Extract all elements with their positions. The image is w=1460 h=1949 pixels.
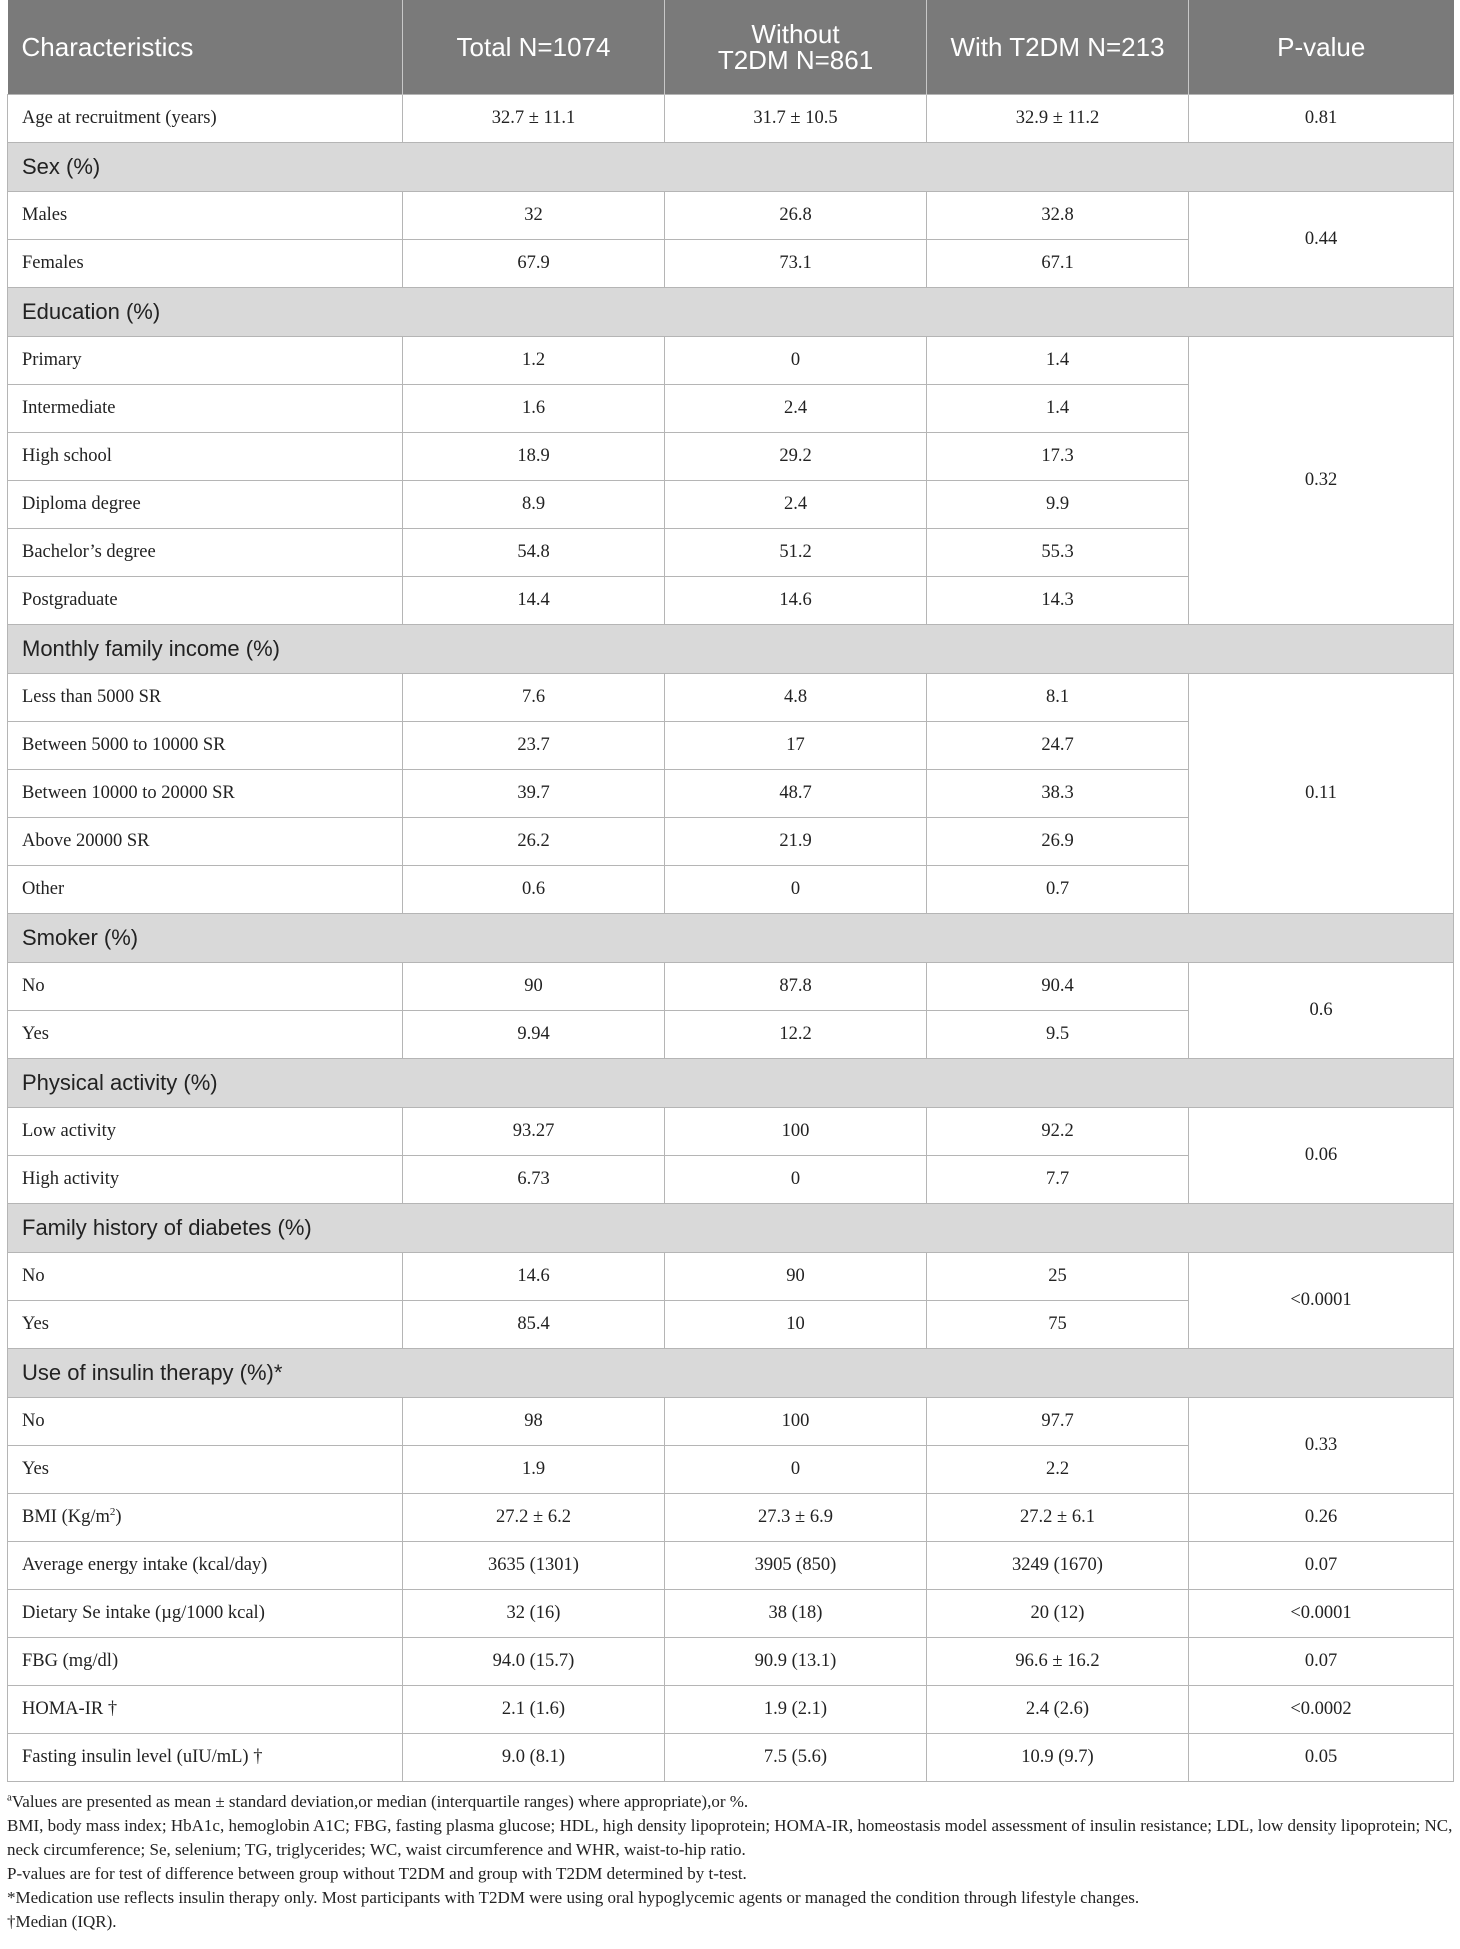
cell-without-t2dm: 27.3 ± 6.9: [665, 1494, 927, 1542]
row-label: No: [8, 1398, 403, 1446]
cell-with-t2dm: 9.5: [927, 1011, 1189, 1059]
cell-without-t2dm: 10: [665, 1301, 927, 1349]
row-label: High activity: [8, 1156, 403, 1204]
footnote-values: $^a$Values are presented as mean ± standard deviation,or median (interquartile ranges) where appropriate),or %.: [7, 1791, 749, 1811]
cell-total: 0.6: [403, 866, 665, 914]
row-label: Fasting insulin level (uIU/mL) †: [8, 1734, 403, 1782]
cell-p-value: 0.05: [1189, 1734, 1454, 1782]
row-label: BMI $(Kg/m^2)$: [8, 1494, 403, 1542]
cell-without-t2dm: 14.6: [665, 577, 927, 625]
row-label: Less than 5000 SR: [8, 674, 403, 722]
table-row: [8, 337, 1454, 385]
row-label: Intermediate: [8, 385, 403, 433]
cell-without-t2dm: 0: [665, 866, 927, 914]
cell-without-t2dm: 7.5 (5.6): [665, 1734, 927, 1782]
row-label-superscript: 2: [109, 1505, 116, 1518]
row-label: High school: [8, 433, 403, 481]
table-footnotes: [7, 1790, 1453, 1934]
cell-with-t2dm: 2.4 (2.6): [927, 1686, 1189, 1734]
table-row: [8, 1686, 1454, 1734]
cell-with-t2dm: 55.3: [927, 529, 1189, 577]
cell-total: 27.2 ± 6.2: [403, 1494, 665, 1542]
cell-with-t2dm: 32.8: [927, 192, 1189, 240]
cell-with-t2dm: 92.2: [927, 1108, 1189, 1156]
table-row: [8, 1494, 1454, 1542]
cell-with-t2dm: 10.9 (9.7): [927, 1734, 1189, 1782]
cell-p-value: 0.81: [1189, 95, 1454, 143]
cell-with-t2dm: 90.4: [927, 963, 1189, 1011]
row-label: Age at recruitment (years): [8, 95, 403, 143]
header-with-t2dm: With T2DM N=213: [927, 0, 1189, 95]
cell-p-value: 0.11: [1189, 674, 1454, 914]
cell-with-t2dm: 26.9: [927, 818, 1189, 866]
cell-with-t2dm: 2.2: [927, 1446, 1189, 1494]
cell-p-value: 0.26: [1189, 1494, 1454, 1542]
cell-with-t2dm: 8.1: [927, 674, 1189, 722]
cell-with-t2dm: 1.4: [927, 385, 1189, 433]
table-row: [8, 1398, 1454, 1446]
cell-without-t2dm: 87.8: [665, 963, 927, 1011]
cell-with-t2dm: 17.3: [927, 433, 1189, 481]
row-label: Above 20000 SR: [8, 818, 403, 866]
cell-without-t2dm: 100: [665, 1398, 927, 1446]
cell-total: 39.7: [403, 770, 665, 818]
row-label: No: [8, 1253, 403, 1301]
cell-total: 14.4: [403, 577, 665, 625]
cell-with-t2dm: 25: [927, 1253, 1189, 1301]
table-row: [8, 674, 1454, 722]
cell-p-value: 0.07: [1189, 1542, 1454, 1590]
row-label: Between 10000 to 20000 SR: [8, 770, 403, 818]
cell-total: 67.9: [403, 240, 665, 288]
cell-with-t2dm: 67.1: [927, 240, 1189, 288]
cell-total: 98: [403, 1398, 665, 1446]
cell-total: 1.9: [403, 1446, 665, 1494]
cell-without-t2dm: 29.2: [665, 433, 927, 481]
row-label: Primary: [8, 337, 403, 385]
cell-total: 93.27: [403, 1108, 665, 1156]
cell-without-t2dm: 90: [665, 1253, 927, 1301]
row-label: Bachelor’s degree: [8, 529, 403, 577]
cell-total: 32: [403, 192, 665, 240]
header-total: Total N=1074: [403, 0, 665, 95]
section-row: [8, 914, 1454, 963]
cell-without-t2dm: 0: [665, 337, 927, 385]
cell-without-t2dm: 73.1: [665, 240, 927, 288]
section-row: [8, 288, 1454, 337]
cell-with-t2dm: 9.9: [927, 481, 1189, 529]
cell-total: 2.1 (1.6): [403, 1686, 665, 1734]
row-label: Yes: [8, 1446, 403, 1494]
footnote-abbreviations: BMI, body mass index; HbA1c, hemoglobin A1C; FBG, fasting plasma glucose; HDL, high density lipoprotein; HOMA-IR, homeostasis model assessment of insulin resistance; LDL, low density lipoprotein; NC, neck circumference; Se, selenium; TG, triglycerides; WC, waist circumference and WHR, waist-to-hip ratio.: [7, 1816, 1453, 1859]
cell-p-value: <0.0001: [1189, 1590, 1454, 1638]
cell-without-t2dm: 2.4: [665, 385, 927, 433]
cell-total: 6.73: [403, 1156, 665, 1204]
footnote-pvalues: P-values are for test of difference between group without T2DM and group with T2DM determined by t-test.: [7, 1864, 747, 1883]
cell-total: 32.7 ± 11.1: [403, 95, 665, 143]
cell-total: 26.2: [403, 818, 665, 866]
cell-p-value: 0.33: [1189, 1398, 1454, 1494]
row-label: Diploma degree: [8, 481, 403, 529]
cell-total: 7.6: [403, 674, 665, 722]
cell-without-t2dm: 90.9 (13.1): [665, 1638, 927, 1686]
table-row: [8, 1590, 1454, 1638]
header-without-t2dm-line: Without: [751, 19, 840, 49]
cell-total: 1.2: [403, 337, 665, 385]
row-label: No: [8, 963, 403, 1011]
cell-total: 9.0 (8.1): [403, 1734, 665, 1782]
cell-total: 90: [403, 963, 665, 1011]
table-row: [8, 192, 1454, 240]
cell-total: 18.9: [403, 433, 665, 481]
table-body: [8, 95, 1454, 1782]
cell-with-t2dm: 27.2 ± 6.1: [927, 1494, 1189, 1542]
cell-with-t2dm: 14.3: [927, 577, 1189, 625]
row-label: Females: [8, 240, 403, 288]
footnote-median: †Median (IQR).: [7, 1912, 117, 1931]
table-row: [8, 1734, 1454, 1782]
header-without-t2dm-line: T2DM N=861: [717, 45, 874, 75]
cell-with-t2dm: 97.7: [927, 1398, 1189, 1446]
row-label: Yes: [8, 1011, 403, 1059]
cell-total: 3635 (1301): [403, 1542, 665, 1590]
cell-without-t2dm: 2.4: [665, 481, 927, 529]
row-label: Between 5000 to 10000 SR: [8, 722, 403, 770]
cell-total: 1.6: [403, 385, 665, 433]
section-row: [8, 1059, 1454, 1108]
cell-total: 54.8: [403, 529, 665, 577]
section-heading: Family history of diabetes (%): [8, 1204, 1454, 1253]
cell-p-value: <0.0001: [1189, 1253, 1454, 1349]
cell-total: 32 (16): [403, 1590, 665, 1638]
section-heading: Physical activity (%): [8, 1059, 1454, 1108]
row-label: Average energy intake (kcal/day): [8, 1542, 403, 1590]
table-row: [8, 1108, 1454, 1156]
table-row: [8, 95, 1454, 143]
section-heading: Use of insulin therapy (%)*: [8, 1349, 1454, 1398]
row-label: Males: [8, 192, 403, 240]
cell-p-value: 0.6: [1189, 963, 1454, 1059]
cell-without-t2dm: 3905 (850): [665, 1542, 927, 1590]
row-label: Dietary Se intake (µg/1000 kcal): [8, 1590, 403, 1638]
section-row: [8, 143, 1454, 192]
cell-p-value: 0.44: [1189, 192, 1454, 288]
cell-with-t2dm: 75: [927, 1301, 1189, 1349]
cell-with-t2dm: 0.7: [927, 866, 1189, 914]
cell-without-t2dm: 21.9: [665, 818, 927, 866]
header-without-t2dm: [665, 0, 927, 95]
table-row: [8, 1542, 1454, 1590]
cell-without-t2dm: 100: [665, 1108, 927, 1156]
table-container: [7, 0, 1453, 1934]
section-heading: Sex (%): [8, 143, 1454, 192]
cell-without-t2dm: 26.8: [665, 192, 927, 240]
cell-without-t2dm: 48.7: [665, 770, 927, 818]
cell-with-t2dm: 3249 (1670): [927, 1542, 1189, 1590]
row-label: Yes: [8, 1301, 403, 1349]
cell-with-t2dm: 96.6 ± 16.2: [927, 1638, 1189, 1686]
cell-total: 85.4: [403, 1301, 665, 1349]
cell-with-t2dm: 1.4: [927, 337, 1189, 385]
cell-total: 9.94: [403, 1011, 665, 1059]
cell-total: 23.7: [403, 722, 665, 770]
cell-total: 14.6: [403, 1253, 665, 1301]
cell-without-t2dm: 1.9 (2.1): [665, 1686, 927, 1734]
footnote-a-mark: a: [7, 1791, 12, 1804]
section-row: [8, 1204, 1454, 1253]
row-label: Postgraduate: [8, 577, 403, 625]
cell-with-t2dm: 20 (12): [927, 1590, 1189, 1638]
row-label: HOMA-IR †: [8, 1686, 403, 1734]
cell-without-t2dm: 31.7 ± 10.5: [665, 95, 927, 143]
cell-without-t2dm: 0: [665, 1446, 927, 1494]
table-row: [8, 1638, 1454, 1686]
section-heading: Smoker (%): [8, 914, 1454, 963]
cell-p-value: 0.32: [1189, 337, 1454, 625]
footnote-medication: *Medication use reflects insulin therapy only. Most participants with T2DM were using oral hypoglycemic agents or managed the condition through lifestyle changes.: [7, 1888, 1140, 1907]
header-p-value: P-value: [1189, 0, 1454, 95]
cell-with-t2dm: 24.7: [927, 722, 1189, 770]
cell-p-value: 0.07: [1189, 1638, 1454, 1686]
cell-without-t2dm: 51.2: [665, 529, 927, 577]
section-row: [8, 1349, 1454, 1398]
cell-with-t2dm: 7.7: [927, 1156, 1189, 1204]
section-heading: Monthly family income (%): [8, 625, 1454, 674]
cell-without-t2dm: 38 (18): [665, 1590, 927, 1638]
cell-without-t2dm: 0: [665, 1156, 927, 1204]
cell-p-value: <0.0002: [1189, 1686, 1454, 1734]
cell-with-t2dm: 38.3: [927, 770, 1189, 818]
table-row: [8, 963, 1454, 1011]
table-row: [8, 1253, 1454, 1301]
cell-without-t2dm: 4.8: [665, 674, 927, 722]
section-row: [8, 625, 1454, 674]
row-label: Other: [8, 866, 403, 914]
cell-without-t2dm: 12.2: [665, 1011, 927, 1059]
header-characteristics: Characteristics: [8, 0, 403, 95]
cell-with-t2dm: 32.9 ± 11.2: [927, 95, 1189, 143]
characteristics-table: [7, 0, 1454, 1782]
row-label: Low activity: [8, 1108, 403, 1156]
section-heading: Education (%): [8, 288, 1454, 337]
cell-without-t2dm: 17: [665, 722, 927, 770]
row-label: FBG (mg/dl): [8, 1638, 403, 1686]
header-row: [8, 0, 1454, 95]
cell-p-value: 0.06: [1189, 1108, 1454, 1204]
cell-total: 94.0 (15.7): [403, 1638, 665, 1686]
cell-total: 8.9: [403, 481, 665, 529]
